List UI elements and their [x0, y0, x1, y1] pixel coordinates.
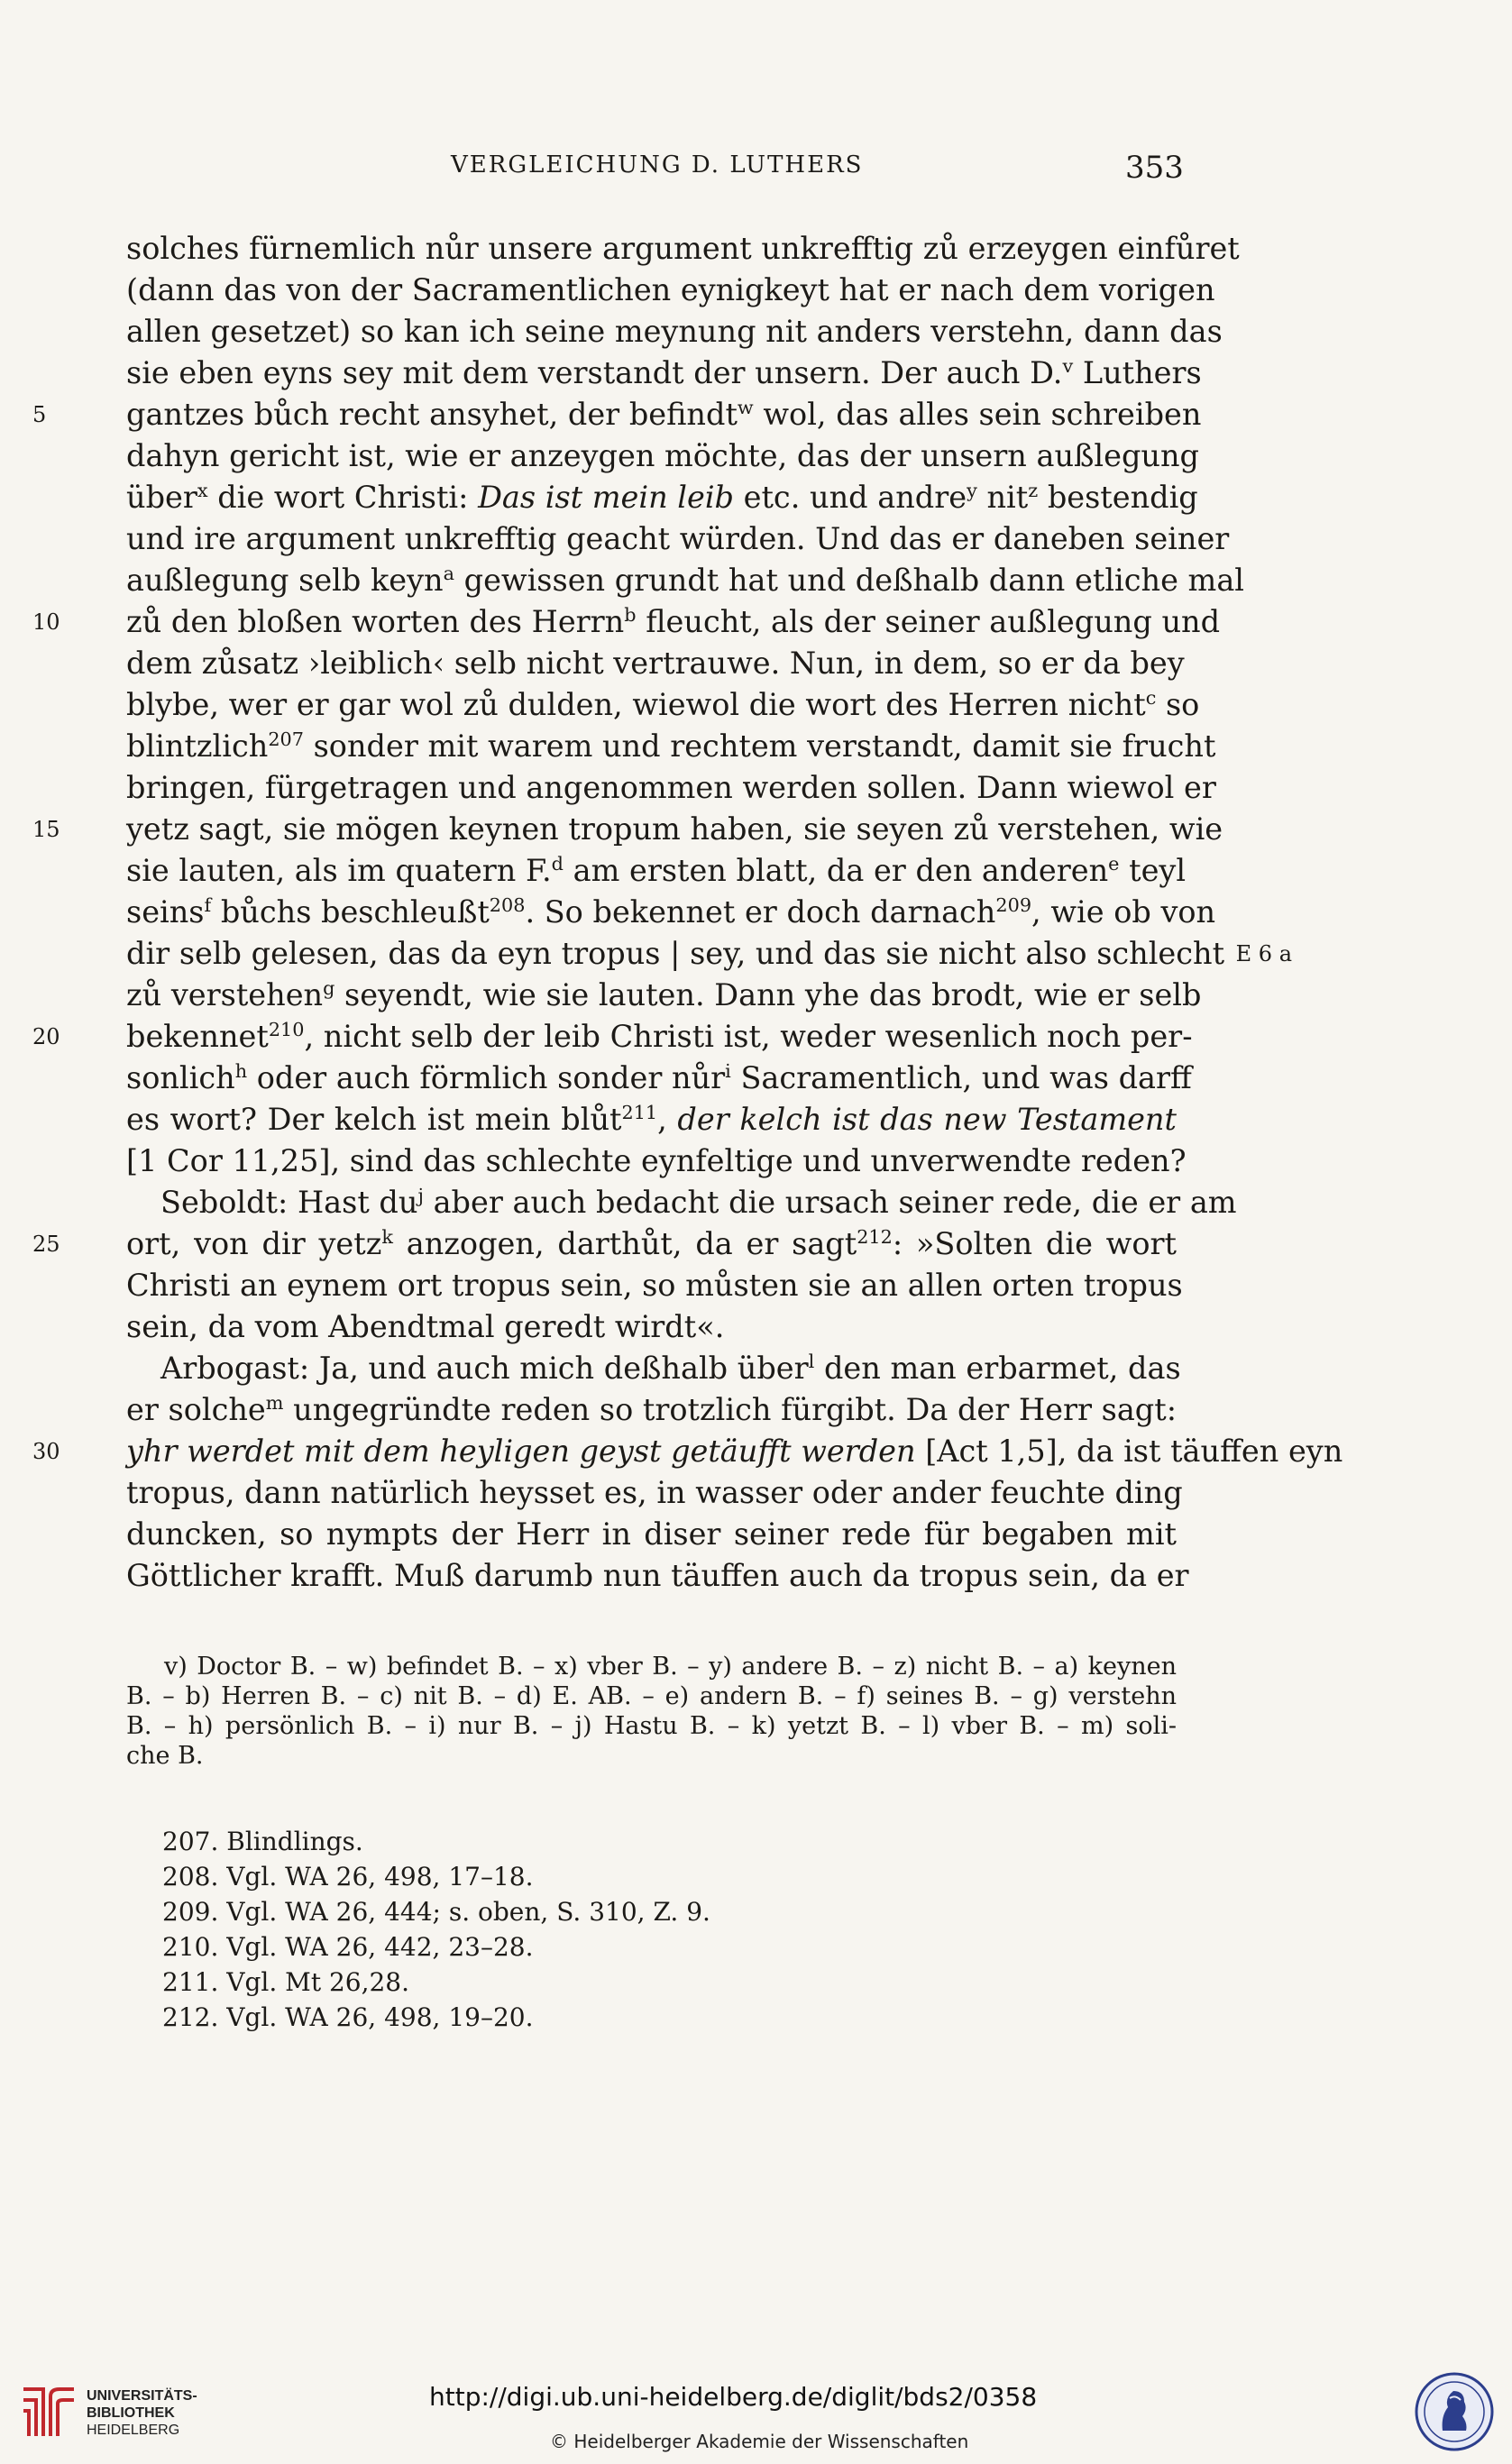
footnote: 212. Vgl. WA 26, 498, 19–20. — [162, 2002, 534, 2032]
text-line: sie eben eyns sey mit dem verstandt der unsern. Der auch D.$^v$ Luthers — [126, 354, 1202, 390]
text-line: [1 Cor 11,25], sind das schlechte eynfeltige und unverwendte reden? — [126, 1143, 1187, 1178]
library-name: UNIVERSITÄTS- BIBLIOTHEK HEIDELBERG — [87, 2388, 197, 2438]
text-line: er solche$^m$ ungegründte reden so trotzlich fürgibt. Da der Herr sagt: — [126, 1391, 1177, 1427]
line-number: 10 — [32, 609, 60, 635]
text-line: bringen, fürgetragen und angenommen werden sollen. Dann wiewol er — [126, 770, 1216, 805]
text-line: seins$^f$ bůchs beschleußt$^{208}$. So bekennet er doch darnach$^{209}$, wie ob von — [126, 893, 1216, 930]
text-line: außlegung selb keyn$^a$ gewissen grundt hat und deßhalb dann etliche mal — [126, 562, 1245, 598]
text-line: 20 bekennet$^{210}$, nicht selb der leib Christi ist, weder wesenlich noch per- — [126, 1016, 1177, 1058]
text-line: dem zůsatz ›leiblich‹ selb nicht vertrauwe. Nun, in dem, so er da bey — [126, 646, 1185, 681]
footnote: 211. Vgl. Mt 26,28. — [162, 1967, 410, 1997]
line-number: 20 — [32, 1024, 60, 1049]
text-line: dir selb gelesen, das da eyn tropus | sey, und das sie nicht also schlecht E 6 a — [126, 933, 1177, 975]
running-header: VERGLEICHUNG D. LUTHERS — [451, 151, 864, 179]
text-line: sein, da vom Abendtmal geredt wirdt«. — [126, 1309, 725, 1344]
line-number: 5 — [32, 402, 47, 427]
copyright-notice: © Heidelberger Akademie der Wissenschaften — [550, 2431, 969, 2452]
text-line: sonlich$^h$ oder auch förmlich sonder nůr$^i$ Sacramentlich, und was darff — [126, 1059, 1192, 1095]
text-line: sie lauten, als im quatern F.$^d$ am ersten blatt, da er den anderen$^e$ teyl — [126, 852, 1187, 888]
footnote: 208. Vgl. WA 26, 498, 17–18. — [162, 1862, 534, 1892]
main-text — [32, 228, 1343, 1597]
text-line: und ire argument unkrefftig geacht würden. Und das er daneben seiner — [126, 521, 1230, 556]
text-line: Arbogast: Ja, und auch mich deßhalb über$^l$ den man erbarmet, das — [160, 1350, 1181, 1386]
text-line: allen gesetzet) so kan ich seine meynung nit anders verstehn, dann das — [126, 314, 1223, 349]
text-line: (dann das von der Sacramentlichen eynigkeyt hat er nach dem vorigen — [126, 272, 1215, 307]
text-line: duncken, so nympts der Herr in diser seiner rede für begaben mit — [126, 1516, 1177, 1552]
text-line: blintzlich$^{207}$ sonder mit warem und rechtem verstandt, damit sie frucht — [126, 728, 1216, 764]
line-number: 15 — [32, 817, 60, 842]
apparatus-line: v) Doctor B. – w) befindet B. – x) vber B. – y) andere B. – z) nicht B. – a) keynen — [164, 1653, 1177, 1681]
university-seal-icon — [1414, 2371, 1495, 2452]
digitization-footer — [0, 2360, 1512, 2464]
critical-apparatus — [126, 1652, 1177, 1771]
apparatus-line: B. – b) Herren B. – c) nit B. – d) E. AB. – e) andern B. – f) seines B. – g) verstehn — [126, 1682, 1177, 1710]
text-line: blybe, wer er gar wol zů dulden, wiewol die wort des Herren nicht$^c$ so — [126, 686, 1200, 722]
text-line: 25 ort, von dir yetz$^k$ anzogen, darthůt, da er sagt$^{212}$: »Solten die wort — [126, 1223, 1177, 1265]
apparatus-line: che B. — [126, 1742, 204, 1770]
text-line: solches fürnemlich nůr unsere argument unkrefftig zů erzeygen einfůret — [126, 231, 1240, 266]
footnote: 210. Vgl. WA 26, 442, 23–28. — [162, 1932, 534, 1962]
text-line: tropus, dann natürlich heysset es, in wasser oder ander feuchte ding — [126, 1475, 1183, 1510]
page-number: 353 — [1125, 150, 1184, 186]
ub-heidelberg-logo-icon — [16, 2380, 81, 2445]
text-line: 10 zů den bloßen worten des Herrn$^b$ fleucht, als der seiner außlegung und — [126, 601, 1177, 643]
margin-signature-note: E 6 a — [1235, 941, 1292, 966]
footnote: 209. Vgl. WA 26, 444; s. oben, S. 310, Z. 9. — [162, 1897, 710, 1927]
text-line: dahyn gericht ist, wie er anzeygen möchte, das der unsern außlegung — [126, 438, 1200, 473]
apparatus-line: B. – h) persönlich B. – i) nur B. – j) Hastu B. – k) yetzt B. – l) vber B. – m) soli- — [126, 1712, 1177, 1740]
text-line: 30 yhr werdet mit dem heyligen geyst getäufft werden [Act 1,5], da ist täuffen eyn — [126, 1431, 1177, 1472]
line-number: 25 — [32, 1232, 60, 1257]
text-line: Seboldt: Hast $du^j$ aber auch bedacht die ursach seiner rede, die er am — [160, 1184, 1237, 1220]
footnotes — [162, 1824, 884, 2035]
text-line: Göttlicher krafft. Muß darumb nun täuffen auch da tropus sein, da er — [126, 1558, 1189, 1593]
text-line: Christi an eynem ort tropus sein, so můsten sie an allen orten tropus — [126, 1268, 1183, 1303]
text-line: 5 gantzes bůch recht ansyhet, der befindt$^w$ wol, das alles sein schreiben — [126, 394, 1177, 435]
text-line: es wort? Der kelch ist mein blůt$^{211}$, der kelch ist das new Testament — [126, 1101, 1177, 1137]
text-line: 15 yetz sagt, sie mögen keynen tropum haben, sie seyen zů verstehen, wie — [126, 809, 1177, 850]
footnote: 207. Blindlings. — [162, 1827, 363, 1856]
permalink-url[interactable]: http://digi.ub.uni-heidelberg.de/diglit/bds2/0358 — [429, 2382, 1038, 2412]
line-number: 30 — [32, 1439, 60, 1464]
text-line: zů verstehen$^g$ seyendt, wie sie lauten. Dann yhe das brodt, wie er selb — [126, 976, 1202, 1012]
text-line: über$^x$ die wort Christi: Das ist mein leib etc. und andre$^y$ nit$^z$ bestendig — [126, 479, 1198, 515]
